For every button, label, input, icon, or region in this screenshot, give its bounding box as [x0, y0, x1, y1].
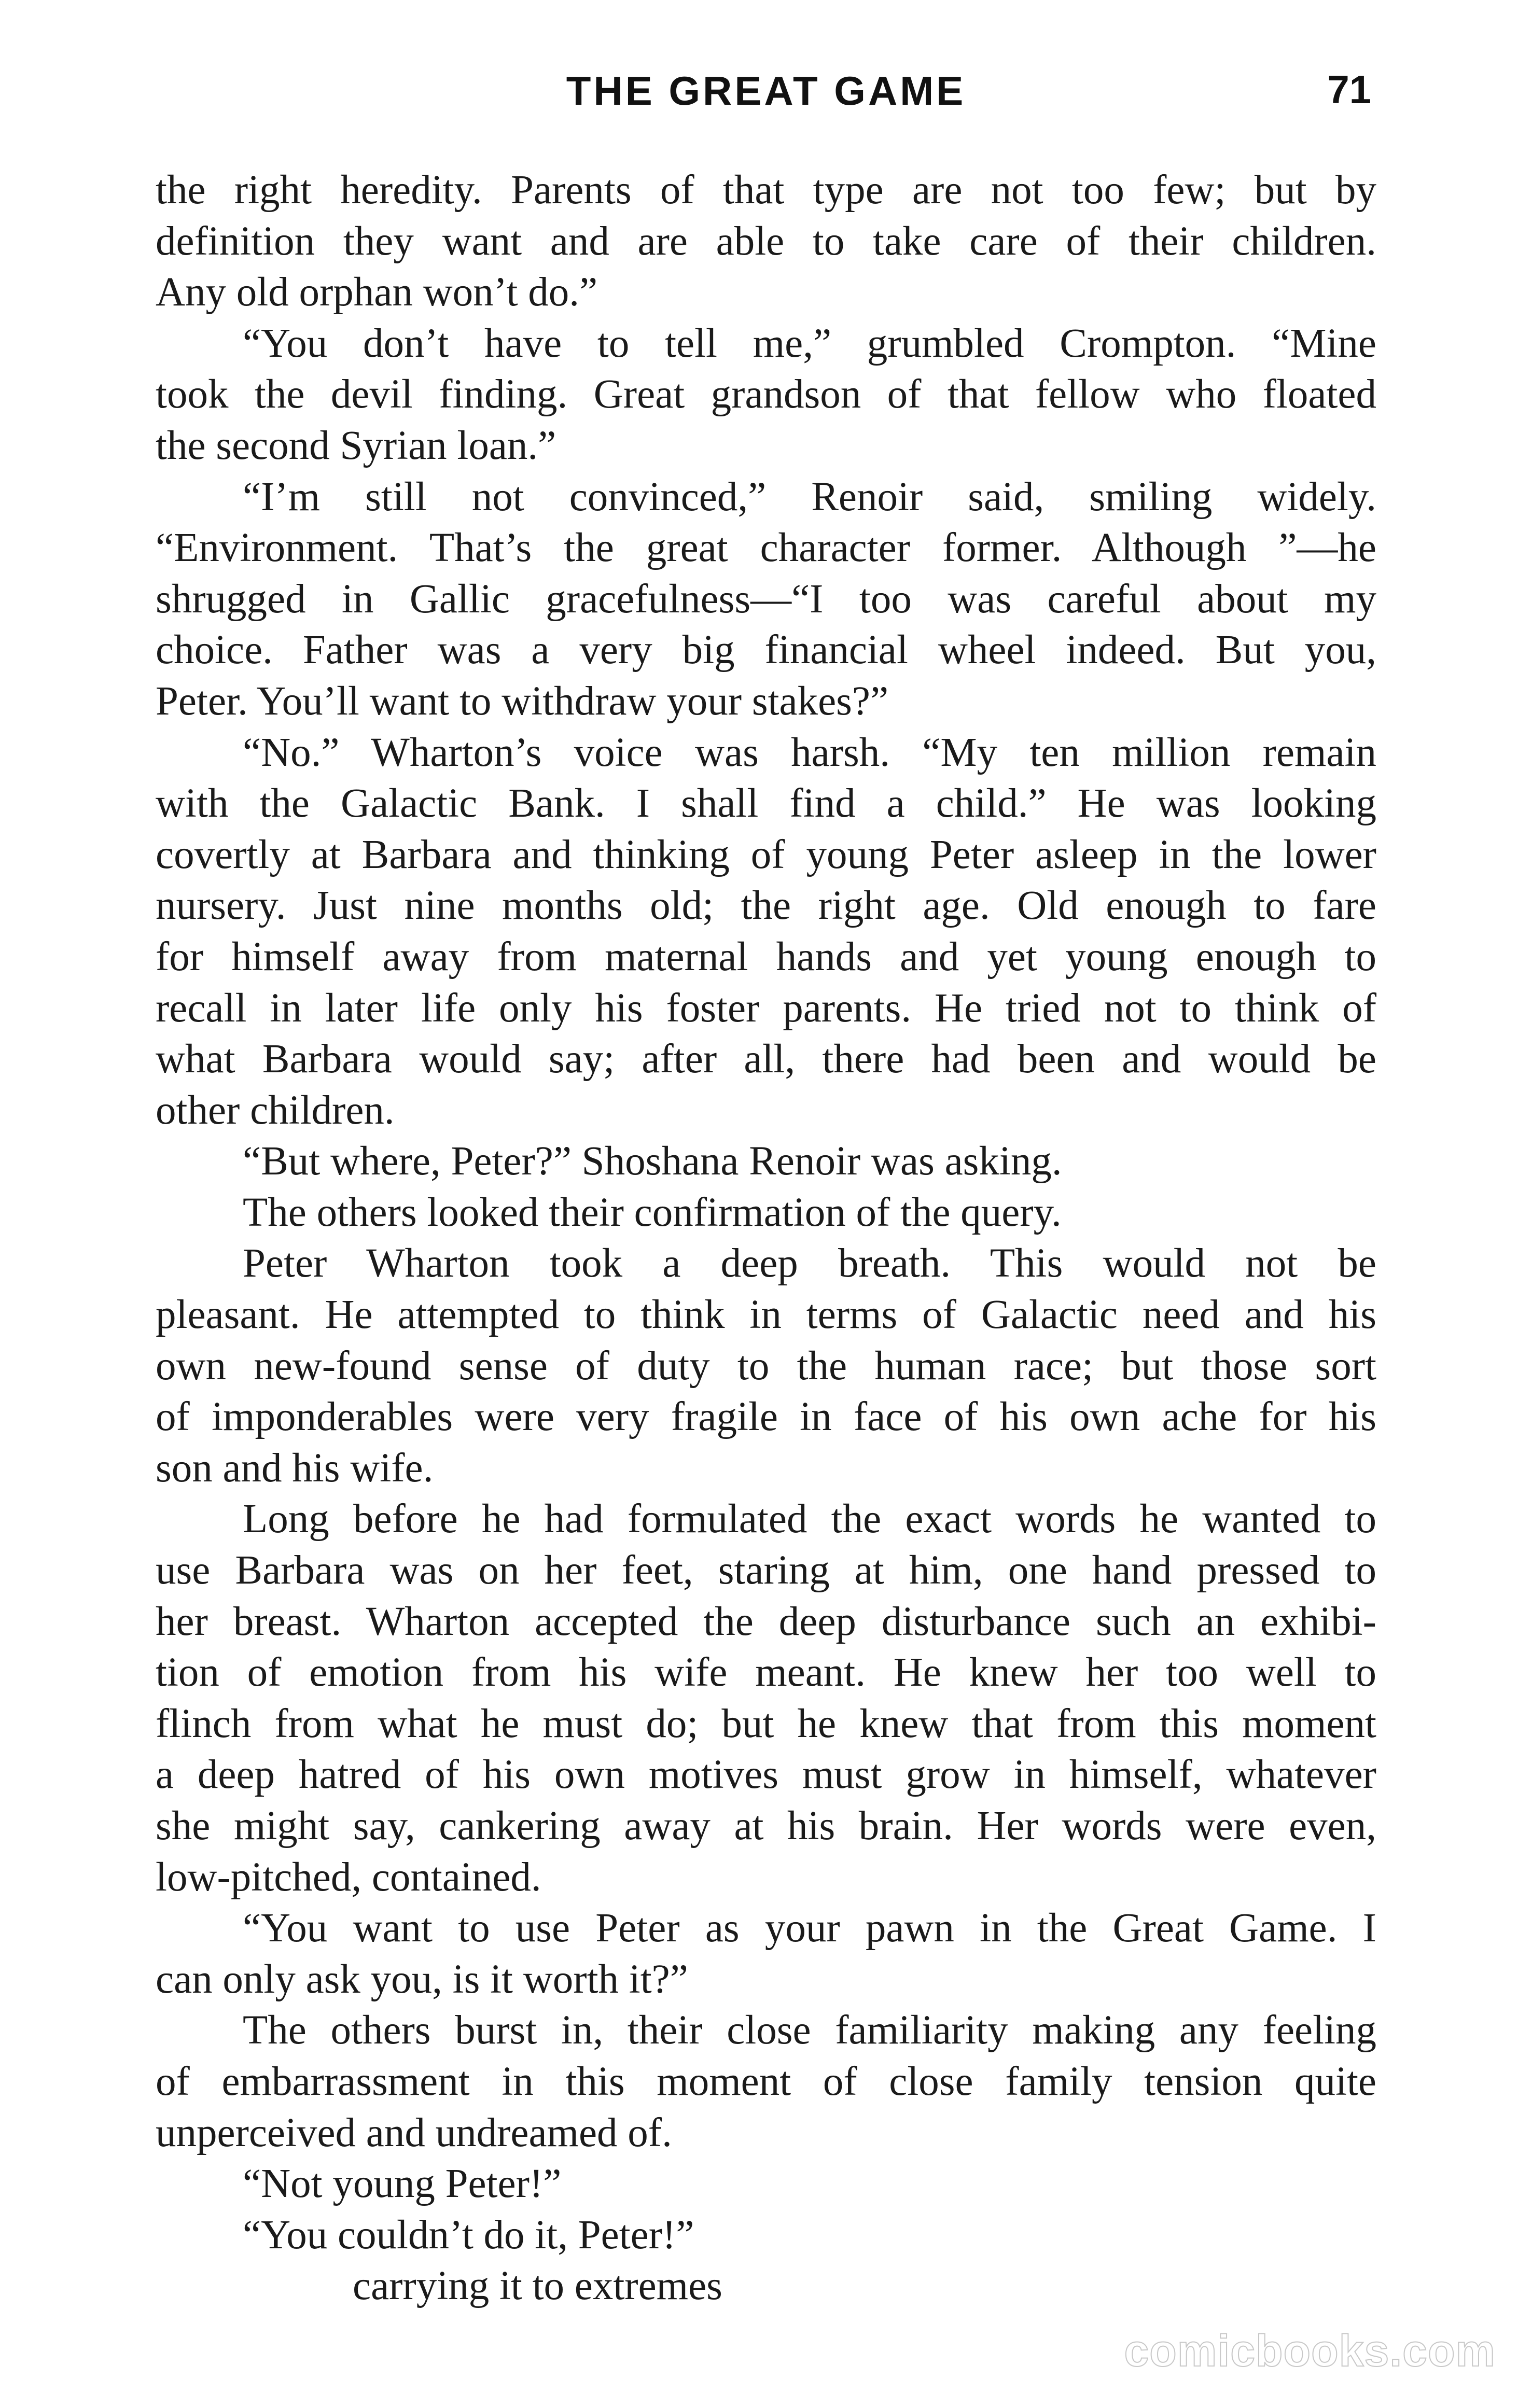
text-line: the right heredity. Parents of that type are not too few; but by — [156, 167, 1376, 213]
text-line: Peter Wharton took a deep breath. This would not be — [243, 1241, 1376, 1286]
text-line: definition they want and are able to take care of their children. — [156, 218, 1376, 264]
text-line: pleasant. He attempted to think in terms of Galactic need and his — [156, 1292, 1376, 1338]
text-line: “You couldn’t do it, Peter!” — [243, 2212, 694, 2258]
text-line: shrugged in Gallic gracefulness—“I too was careful about my — [156, 576, 1376, 622]
text-line: of imponderables were very fragile in face of his own ache for his — [156, 1394, 1376, 1440]
text-line: with the Galactic Bank. I shall find a child.” He was looking — [156, 781, 1376, 827]
text-line: “No.” Wharton’s voice was harsh. “My ten million remain — [243, 730, 1376, 775]
text-line: a deep hatred of his own motives must grow in himself, whatever — [156, 1752, 1376, 1798]
text-line: “You don’t have to tell me,” grumbled Crompton. “Mine — [243, 320, 1376, 366]
text-line: Any old orphan won’t do.” — [156, 270, 598, 315]
text-line: The others burst in, their close familiarity making any feeling — [243, 2008, 1376, 2053]
text-line: choice. Father was a very big financial wheel indeed. But you, — [156, 627, 1376, 673]
text-line: “I’m still not convinced,” Renoir said, smiling widely. — [243, 474, 1376, 520]
text-line: her breast. Wharton accepted the deep disturbance such an exhibi- — [156, 1599, 1376, 1644]
body-text — [156, 165, 1376, 2312]
text-line: took the devil finding. Great grandson of that fellow who floated — [156, 372, 1376, 417]
text-line: The others looked their confirmation of the query. — [243, 1189, 1062, 1235]
text-line: Long before he had formulated the exact words he wanted to — [243, 1496, 1376, 1542]
text-line: the second Syrian loan.” — [156, 423, 556, 468]
text-line: covertly at Barbara and thinking of young Peter asleep in the lower — [156, 832, 1376, 877]
text-line: of embarrassment in this moment of close family tension quite — [156, 2059, 1376, 2104]
text-line: can only ask you, is it worth it?” — [156, 1956, 688, 2002]
text-line: son and his wife. — [156, 1445, 434, 1491]
text-line: “You want to use Peter as your pawn in the Great Game. I — [243, 1906, 1376, 1951]
running-head — [156, 67, 1376, 130]
text-line: nursery. Just nine months old; the right age. Old enough to fare — [156, 883, 1376, 929]
text-line: unperceived and undreamed of. — [156, 2110, 672, 2155]
text-line: tion of emotion from his wife meant. He knew her too well to — [156, 1650, 1376, 1696]
text-line: recall in later life only his foster parents. He tried not to think of — [156, 985, 1376, 1031]
text-line: “Environment. That’s the great character former. Although ”—he — [156, 525, 1376, 571]
chapter-title: THE GREAT GAME — [566, 68, 966, 114]
text-line: “Not young Peter!” — [243, 2161, 562, 2207]
text-line: other children. — [156, 1087, 395, 1133]
text-line: carrying it to extremes — [353, 2263, 722, 2309]
site-watermark: comicbooks.com — [1124, 2326, 1496, 2376]
text-line: what Barbara would say; after all, there had been and would be — [156, 1037, 1376, 1082]
text-line: own new-found sense of duty to the human race; but those sort — [156, 1343, 1376, 1389]
text-line: low-pitched, contained. — [156, 1854, 541, 1900]
text-line: she might say, cankering away at his brain. Her words were even, — [156, 1803, 1376, 1849]
text-line: “But where, Peter?” Shoshana Renoir was asking. — [243, 1139, 1062, 1184]
text-line: flinch from what he must do; but he knew that from this moment — [156, 1701, 1376, 1746]
text-line: Peter. You’ll want to withdraw your stakes?” — [156, 678, 889, 724]
text-line: use Barbara was on her feet, staring at him, one hand pressed to — [156, 1548, 1376, 1593]
page-number: 71 — [1327, 68, 1371, 112]
text-line: for himself away from maternal hands and yet young enough to — [156, 934, 1376, 979]
